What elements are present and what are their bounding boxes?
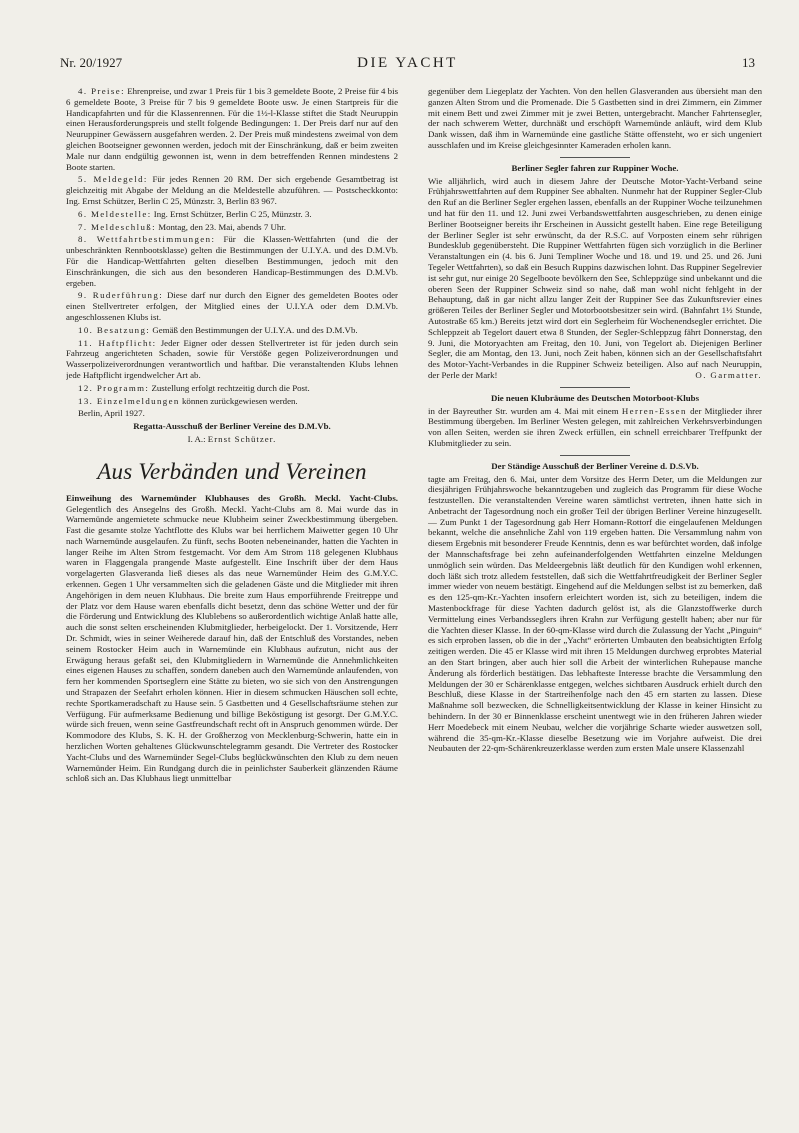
article-motorboot-klub: in der Bayreuther Str. wurden am 4. Mai mit einem Herren-Essen der Mitglieder ihrer Bestimmung übergeben. Im Berliner Westen gelegen, mit zahlreichen Verkehrsverbindungen von allen Seiten, werden sie ihren Zweck erfüllen, ein schnell erreichbarer Treffpunkt der Klubmitglieder zu sein. <box>428 405 762 448</box>
rule-single-entries: 13. Einzelmeldungen können zurückgewiesen werden. <box>78 395 298 406</box>
article-divider <box>560 157 630 158</box>
issue-number: Nr. 20/1927 <box>60 55 123 70</box>
article-divider <box>560 387 630 388</box>
rule-prizes: 4. Preise: Ehrenpreise, und zwar 1 Preis für 1 bis 3 gemeldete Boote, 2 Preise für 4 bis 6 gemeldete Boote, 3 Preise für 7 bis 9 gemeldete Boote usw. Je einen Startpreis für die Handicapfahrten und für die Klassenrennen. Für die 1½-l-Klasse stiftet die Stadt Neuruppin einen Herausforderungspreis und stellt folgende Bedingungen: 1. Der Preis darf nur auf den Neuruppiner Gewässern ausgefahren werden. 2. Der Preis muß mindestens zweimal von dem gleichen Bootseigner gewonnen werden, jedoch mit der Einschränkung, daß er beim zweiten Male nur dann endgültig gewonnen ist, wenn in dem betreffenden Rennen mindestens 2 Boote starten. <box>66 86 398 172</box>
rule-helmsman: 9. Ruderführung: Diese darf nur durch den Eigner des gemeldeten Bootes oder einen Stellvertreter erfolgen, der Mitglied eines der U.I.Y.A oder dem D.M.Vb. angeschlossenen Klubs ist. <box>66 290 398 322</box>
right-column <box>428 86 762 1096</box>
committee-name: Regatta-Ausschuß der Berliner Vereine des D.M.Vb. <box>133 421 331 432</box>
article-clubhouse-warnemuende: Einweihung des Warnemünder Klubhauses des Großh. Meckl. Yacht-Clubs. Gelegentlich des Ansegelns des Großh. Meckl. Yacht-Clubs am 8. Mai wurde das in Warnemünde angemietete schmucke neue Klubheim seiner Zweckbestimmung übergeben. Fast die gesamte stolze Yachtflotte des Klubs war bei herrlichem Maiwetter gegen 10 Uhr nach Warnemünde ausgelaufen. Zu fünft, sechs Booten nebeneinander, hatten die Yachten in langer Reihe im Alten Strom festgemacht. Vor dem Am Strom 118 gelegenen Klubhaus waren in Flaggengala prangende Maste aufgestellt. Eine Inschrift über der dem Haus vorgelagerten Glasveranda ließ dieses als das neue Warnemünder Heim des G.M.Y.C. erkennen. Gegen 1 Uhr versammelten sich die geladenen Gäste und die Mitglieder mit ihren Angehörigen in dem neuen Klubhaus. Die breite zum Haus emporführende Freitreppe und der Platz vor dem Hause waren ebenfalls dicht besetzt, denn das schöne Wetter und der für die Förderung und Entwicklung des Klublebens so außerordentlich wichtige Anlaß hatte alle, auch die sonst selten erscheinenden Klubmitglieder, herbeigelockt. Der 1. Vorsitzende, Herr Dr. Schmidt, wies in seiner Weiherede darauf hin, daß der Entschluß des Vorstandes, neben seinem Rostocker Heim auch in Warnemünde ein Klubhaus aufzutun, nicht aus der Erwägung heraus gefaßt sei, den Klubmitgliedern in Warnemünde die Annehmlichkeiten eines eigenen Hauses zu schaffen, sondern daneben auch den Warnemünde anlaufenden, von fern her kommenden Sportseglern eine Stätte zu bieten, wo sie sich von den Anstrengungen und Strapazen der Seefahrt erholen können. Hier in diesem schmucken Häuschen soll echte, rechte Sportkameradschaft zu Hause sein. 5 Gastbetten und 4 Gesellschaftsräume stehen zur Verfügung. Für aufmerksame Bedienung und billige Beköstigung ist gesorgt. Der G.M.Y.C. würde sich freuen, wenn seine Gastfreundschaft recht oft in Anspruch genommen würde. Der Kommodore des Klubs, S. K. H. der Großherzog von Mecklenburg-Schwerin, hatte ein in herzlichen Worten gehaltenes Glückwunschtelegramm gesandt. Die Vertreter des Rostocker Yacht-Clubs und des Warnemünder Segel-Clubs beglückwünschten den Klub zu dem neuen Warnemünder Heim. Ein Rundgang durch die in peinlichster Sauberkeit glänzenden Räume schloß sich an. Das Klubhaus liegt unmittelbar <box>66 492 398 784</box>
article-continuation: gegenüber dem Liegeplatz der Yachten. Von den hellen Glasveranden aus übersieht man den ganzen Alten Strom und die Promenade. Die 5 Gastbetten sind in drei Zimmern, ein Zimmer mit einem Bett und zwei Zimmer mit je zwei Betten, untergebracht. Mancher Fahrtensegler, der nach schwerem Wetter, durchnäßt und erschöpft Warnemünde anläuft, wird dem Klub Dank wissen, daß ihm in Warnemünde eine gastliche Stätte offensteht, wo er sich ungeniert ausschlafen und im Kreise gleichgesinnter Kameraden erholen kann. <box>428 86 762 150</box>
rule-entry-office: 6. Meldestelle: Ing. Ernst Schützer, Berlin C 25, Münzstr. 3. <box>78 208 312 219</box>
author-signature: O. Garmatter. <box>695 369 762 380</box>
article-headline: Berliner Segler fahren zur Ruppiner Woche. <box>511 162 679 173</box>
rule-crew: 10. Besatzung: Gemäß den Bestimmungen der U.I.Y.A. und des D.M.Vb. <box>78 324 358 335</box>
section-heading: Aus Verbänden und Vereinen <box>97 458 367 484</box>
rule-liability: 11. Haftpflicht: Jeder Eigner oder dessen Stellvertreter ist für jeden durch sein Fahrzeug angerichteten Schaden, sowie für Verstöße gegen Polizeiverordnungen und Wasserpolizeiverordnungen verantwortlich und haftbar. Die veranstaltenden Klubs lehnen jede Haftpflicht irgendwelcher Art ab. <box>66 337 398 380</box>
rule-program: 12. Programm: Zustellung erfolgt rechtzeitig durch die Post. <box>78 382 310 393</box>
magazine-title: DIE YACHT <box>357 55 458 71</box>
dateline: Berlin, April 1927. <box>78 408 145 419</box>
left-column <box>66 86 398 1094</box>
article-divider <box>560 455 630 456</box>
article-ruppiner-woche: Wie alljährlich, wird auch in diesem Jahre der Deutsche Motor-Yacht-Verband seine Frühjahrswettfahrten auf dem Ruppiner See abhalten. Nunmehr hat der Ruppiner Segler-Club den Ruf an die Berliner Segler ergehen lassen, ebenfalls an der Ruppiner Woche teilzunehmen und hat für den 11. und 12. Juni zwei Verbandswettfahrten ausgeschrieben, zu denen einige Berliner Bootseigner bereits ihr Erscheinen in Aussicht gestellt haben. Eine rege Beteiligung der Berliner Segler ist sehr erwünscht, da der R.S.C. auf Vorposten einem sehr rührigen Bundesklub gegenübersteht. Die Ruppiner Wettfahrten fügen sich vorzüglich in die Berliner Veranstaltungen ein (4. bis 6. Juni Templiner Woche und 18. und 19. und 25. und 26. Juni Tegeler Wettfahrten), so daß ein Besuch Ruppins dazwischen lohnt. Das Ruppiner Segelrevier ist sehr gut, nur einige 20 Segelboote bevölkern den See, Schleppzüge sind unbekannt und die oberen Seen der Ruppiner Schweiz sind so nahe, daß man wohl nicht fehlgeht in der Behauptung, daß in gar nicht allzu langer Zeit der Ruppiner See das Zukunftsrevier eines größeren Teiles der Berliner Segler und Motorbootsbesitzer sein wird. (Bahnfahrt 1½ Stunde, Autostraße 65 km.) Bereits jetzt wird dort ein Seglerheim für Wochenendsegler errichtet. Die Schleppzeit ab Tegelort dauert etwa 8 Stunden, der Segler-Schleppzug fährt Donnerstag, den 9. Juni, die Motoryachten am Freitag, den 10. Juni, von Tegelort ab. Diejenigen Berliner Segler, die am Montag, den 13. Juni, noch Zeit haben, können sich an der Gesellschaftsfahrt des Motor-Yacht-Verbandes in die Ruppiner Schweiz beteiligen. Also auf nach Neuruppin, der Perle der Mark! O. Garmatter. <box>428 175 762 380</box>
signatory: I. A.: Ernst Schützer. <box>187 433 277 444</box>
rule-entry-fee: 5. Meldegeld: Für jedes Rennen 20 RM. Der sich ergebende Gesamtbetrag ist gleichzeitig mit Abgabe der Meldung an die Meldestelle abzuführen. — Postscheckkonto: Ing. Ernst Schützer, Berlin C 25, Münzstr. 3, Berlin 83 967. <box>66 174 398 206</box>
rule-race-regulations: 8. Wettfahrtbestimmungen: Für die Klassen-Wettfahrten (und die der unbeschränkten Rennbootsklasse) gelten die Bestimmungen der U.I.Y.A. und des D.M.Vb. Für die Handicap-Wettfahrten gelten dieselben Bestimmungen, jedoch mit den Einschränkungen, die sich aus den besonderen Handicap-Bestimmungen des D.M.Vb. ergeben. <box>66 234 398 288</box>
article-headline: Die neuen Klubräume des Deutschen Motorboot-Klubs <box>490 392 700 403</box>
article-staendiger-ausschuss: tagte am Freitag, den 6. Mai, unter dem Vorsitze des Herrn Deter, um die Meldungen zur diesjährigen Frühjahrswoche bekanntzugeben und zugleich das Programm für diese Woche festzustellen. Die veranstaltenden Vereine waren sämtlichst vertreten, ihnen hatte sich in Anbetracht der Tagesordnung noch ein großer Teil der übrigen Berliner Vereine hinzugesellt. — Zum Punkt 1 der Tagesordnung gab Herr Homann-Rottorf die eingelaufenen Meldungen bekannt, welche die ansehnliche Zahl von 119 ergeben hatten. Die Versammlung nahm von diesem Ergebnis mit besonderer Freude Kenntnis, denn es war befürchtet worden, daß infolge der Mannschaftsfrage bei zehn aufeinanderfolgenden Wettfahrten einzelne Meldungen unmöglich sein würden. Das Meldeergebnis läßt deutlich für den Kundigen wohl erkennen, doch läßt sich trotz alledem feststellen, daß sich die Wettfahrtfreudigkeit der Berliner Segler immer wieder von neuem bestätigt. Eingehend auf die Meldungen selbst ist zu bemerken, daß es den 125-qm-Kr.-Yachten insofern erleichtert worden ist, sich zu beteiligen, indem die Mastenbockfrage für diese Yachten dadurch gelöst ist, als die Glanzstoffwerke durch Vermittelung eines Verbandsseglers ihren Krahn zur Verfügung gestellt haben; aber nur für die Yachten dieser Klasse. In der 60-qm-Klasse wird durch die Zulassung der Yacht „Pinguin“ es sich erproben lassen, ob die in der „Yacht“ erörterten Umbauten den beabsichtigten Erfolg zeitigen werden. Die 45 er Klasse wird mit ihren 15 Meldungen durchweg erprobtes Material an den Start bringen, aber auch hier soll die Arbeit der winterlichen Ruhepause manche Änderung als förderlich bestätigen. Das lebhafteste Interesse brachte die Versammlung den Meldungen der 30 er Schärenklasse entgegen, welches sichtbaren Ausdruck erhielt durch den Beschluß, diese Klasse in der Startreihenfolge nach den 45 ern starten zu lassen. Diese Maßnahme soll bezwecken, die Schnelligkeitsentwicklung der Klasse in keiner Hinsicht zu behindern. In der 30 er Binnenklasse erscheint unentwegt wie in den früheren Jahren wieder Herr Moedebeck mit einem Neubau, welcher die vorjährige Scharte wieder auswetzen soll, während die 35-qm-Kr.-Klasse dieselbe Besetzung wie im Vorjahre aufweist. Die drei Neubauten der 22-qm-Schärenkreuzerklasse werden zum ersten Male unsere Klassenzahl <box>428 473 762 754</box>
article-headline: Einweihung des Warnemünder Klubhauses des Großh. Meckl. Yacht-Clubs. <box>66 492 398 503</box>
rule-deadline: 7. Meldeschluß: Montag, den 23. Mai, abends 7 Uhr. <box>78 221 286 232</box>
article-headline: Der Ständige Ausschuß der Berliner Vereine d. D.S.Vb. <box>491 460 699 471</box>
page-header <box>60 55 755 75</box>
page-number: 13 <box>742 55 755 70</box>
